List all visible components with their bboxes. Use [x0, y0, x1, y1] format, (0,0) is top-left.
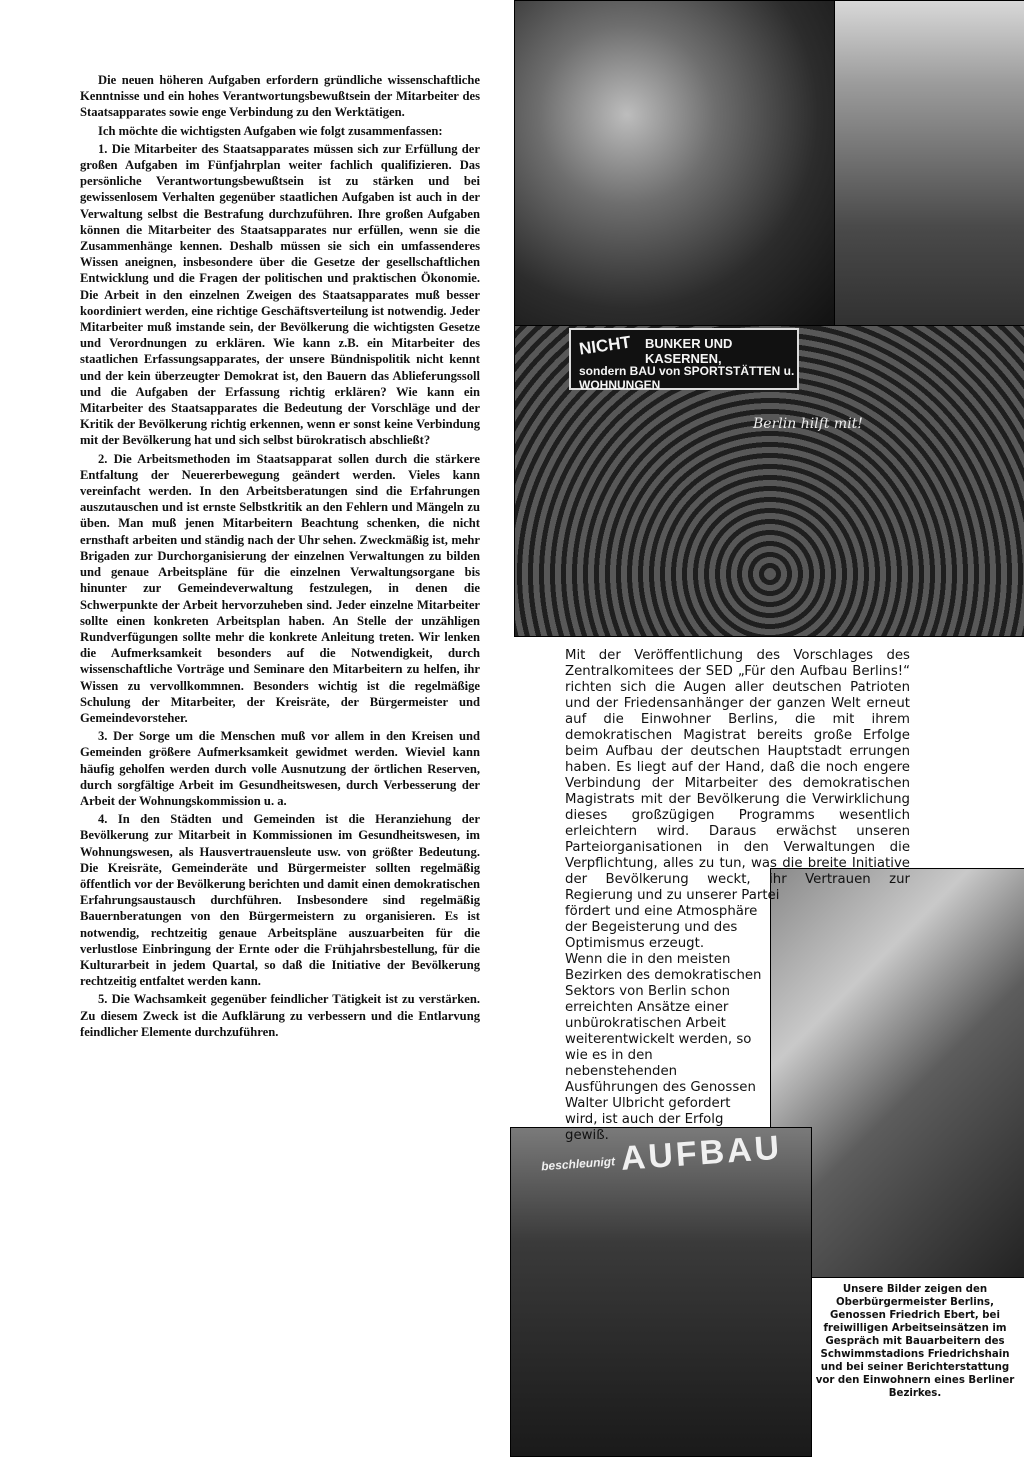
article-paragraph: 3. Der Sorge um die Menschen muß vor allem in den Kreisen und Gemeinden größere Aufmerksamkeit gewidmet werden. Wieviel kann häufig geholfen werden durch volle Ausnutzung der örtlichen Reserven, durch sorgfältige Arbeit im Gesundheitswesen, durch Verbesserung der Arbeit der Wohnungskommission u. a. — [80, 729, 480, 808]
article-paragraph: 5. Die Wachsamkeit gegenüber feindlicher Tätigkeit ist zu verstärken. Zu diesem Zweck ist die Aufklärung zu verbessern und die Entlarvung feindlicher Elemente durchzuführen. — [80, 992, 480, 1039]
photo-caption: Unsere Bilder zeigen den Oberbürgermeister Berlins, Genossen Friedrich Ebert, bei freiwilligen Arbeitseinsätzen im Gespräch mit Bauarbeitern des Schwimmstadions Friedrichshain und bei seiner Berichterstattung vor den Einwohnern eines Berliner Bezirkes. — [815, 1284, 1015, 1399]
photo-aufbau-banner — [510, 1127, 812, 1457]
rally-banner — [569, 328, 799, 390]
banner-text: sondern BAU von SPORTSTÄTTEN u. WOHNUNGEN — [579, 364, 795, 392]
article-paragraph: 4. In den Städten und Gemeinden ist die Heranziehung der Bevölkerung zur Mitarbeit in Kommissionen im Gesundheitswesen, im Wohnungswesen, als Hausvertrauensleute usw. von größter Bedeutung. Die Kreisräte, Gemeinderäte und Bürgermeister sollten regelmäßig öffentlich vor der Bevölkerung berichten und damit einen demokratischen Erfahrungsaustausch durchführen. Insbesondere sind regelmäßig Bauernberatungen von den Bürgermeistern zu organisieren. Es ist notwendig, rechtzeitig genaue Arbeitspläne auszuarbeiten für die verlustlose Einbringung der Ernte oder die Frühjahrsbestellung, für die Kulturarbeit in jedem Quartal, so daß die Initiative der Bevölkerung rechtzeitig entfaltet werden kann. — [80, 812, 480, 989]
rally-sign: Berlin hilft mit! — [753, 416, 863, 432]
banner-text: NICHT — [577, 332, 632, 359]
article-paragraph: Ich möchte die wichtigsten Aufgaben wie folgt zusammenfassen: — [98, 123, 443, 138]
banner-text: BUNKER UND KASERNEN, — [645, 336, 733, 366]
photo-image — [515, 1, 835, 326]
middle-text-continued: fördert und eine Atmosphäre der Begeisterung und des Optimismus erzeugt. — [565, 904, 758, 951]
article-paragraph: 2. Die Arbeitsmethoden im Staatsapparat sollen durch die stärkere Entfaltung der Neuererbewegung geändert werden. Vieles kann vereinfacht werden. In den Arbeitsberatungen sind die Erfahrungen auszutauschen und ist ernste Selbstkritik an den Fehlern und Mängeln zu üben. Man muß jenen Mitarbeitern Beachtung schenken, die nicht ernsthaft arbeiten und ständig nach der Uhr sehen. Zweckmäßig ist, mehr Brigaden zur Durchorganisierung der einzelnen Verwaltungen zu bilden und genaue Arbeitspläne für die einzelnen Verwaltungsorgane bis hinunter zur Gemeindeverwaltung festzulegen, in denen die Schwerpunkte der Arbeit hervorzuheben sind. Jeder einzelne Mitarbeiter sollte einen konkreten Arbeitsplan haben. An Stelle der unzähligen Rundverfügungen sollte mehr die konkrete Anleitung treten. Wir lenken die Aufmerksamkeit besonders auf die Notwendigkeit, durch wissenschaftliche Vorträge und Seminare den Mitarbeitern zu helfen, ihr Wissen zu vervollkommnen. Besonders wichtig ist die regelmäßige Schulung der Mitarbeiter, der Kreisräte, der Bürgermeister und Gemeindevorsteher. — [80, 451, 480, 725]
aufbau-word: AUFBAU — [619, 1128, 784, 1178]
article-left-column — [80, 72, 480, 1042]
article-paragraph: Die neuen höheren Aufgaben erfordern gründliche wissenschaftliche Kenntnisse und ein hohes Verantwortungsbewußtsein der Mitarbeiter des Staatsapparates sowie enge Verbindung zu den Werktätigen. — [80, 73, 480, 120]
article-paragraph: 1. Die Mitarbeiter des Staatsapparates müssen sich zur Erfüllung der großen Aufgaben im Fünfjahrplan weiter fachlich qualifizieren. Das persönliche Verantwortungsbewußtsein ist zu stärken und bei gewissenlosem Verhalten gegenüber staatlichen Aufgaben ist auch in der Verwaltung selbst die Bestrafung durchzuführen. Ihre großen Aufgaben können die Mitarbeiter des Staatsapparates nur erfüllen, wenn sie die Zusammenhänge kennen. Deshalb müssen sie sich ein umfassenderes Wissen aneignen, insbesondere über die Gesetze der gesellschaftlichen Entwicklung und die Fragen der politischen und praktischen Ökonomie. Die Arbeit in den einzelnen Zweigen des Staatsapparates muß besser koordiniert werden, eine richtige Geschäftsverteilung ist notwendig. Jeder Mitarbeiter muß imstande sein, der Bevölkerung die wichtigsten Gesetze und Verordnungen zu erklären. Wie kann z.B. ein Mitarbeiter des staatlichen Erfassungsapparates, der unsere Bündnispolitik nicht kennt und der kein überzeugter Demokrat ist, den Bauern das Ablieferungssoll und die Aufgaben der Erfassung richtig erklären? Wie kann ein Mitarbeiter des Staatsapparates die Bedeutung der Vorschläge und der Kritik der Bevölkerung richtig erkennen, wenn er sonst keine Verbindung mit der Bevölkerung hat und sich selbst bürokratisch abschließt? — [80, 141, 480, 448]
photo-officials-conversation — [514, 0, 836, 327]
middle-text-block — [565, 648, 910, 1144]
middle-text-intro: Mit der Veröffentlichung des Vorschlages des Zentralkomitees der SED „Für den Aufbau Berlins!“ richten sich die Augen aller deutschen Patrioten und der Friedensanhänger der ganzen Welt erneut auf die Einwohner Berlins, die mit ihrem demokratischen Magistrat bereits große Erfolge beim Aufbau der deutschen Hauptstadt errungen haben. Es liegt auf der Hand, daß die noch engere Verbindung der Mitarbeiter des demokratischen Magistrats mit der Bevölkerung die Verwirklichung dieses großzügigen Programms wesentlich erleichtern wird. Daraus erwächst unseren Parteiorganisationen in den Verwaltungen die Verpflichtung, alles zu tun, was die breite Initiative der Bevölkerung weckt, ihr Vertrauen zur Regierung und zu unserer Partei — [565, 648, 910, 903]
middle-text-closing: Wenn die in den meisten Bezirken des demokratischen Sektors von Berlin schon erreichten Ansätze einer unbürokratischen Arbeit weiterentwickelt werden, so wie es in den nebenstehenden Ausführungen des Genossen Walter Ulbricht gefordert wird, ist auch der Erfolg gewiß. — [565, 952, 762, 1143]
aufbau-prefix: beschleunigt — [540, 1154, 616, 1174]
photo-crowd-rally — [514, 325, 1024, 637]
